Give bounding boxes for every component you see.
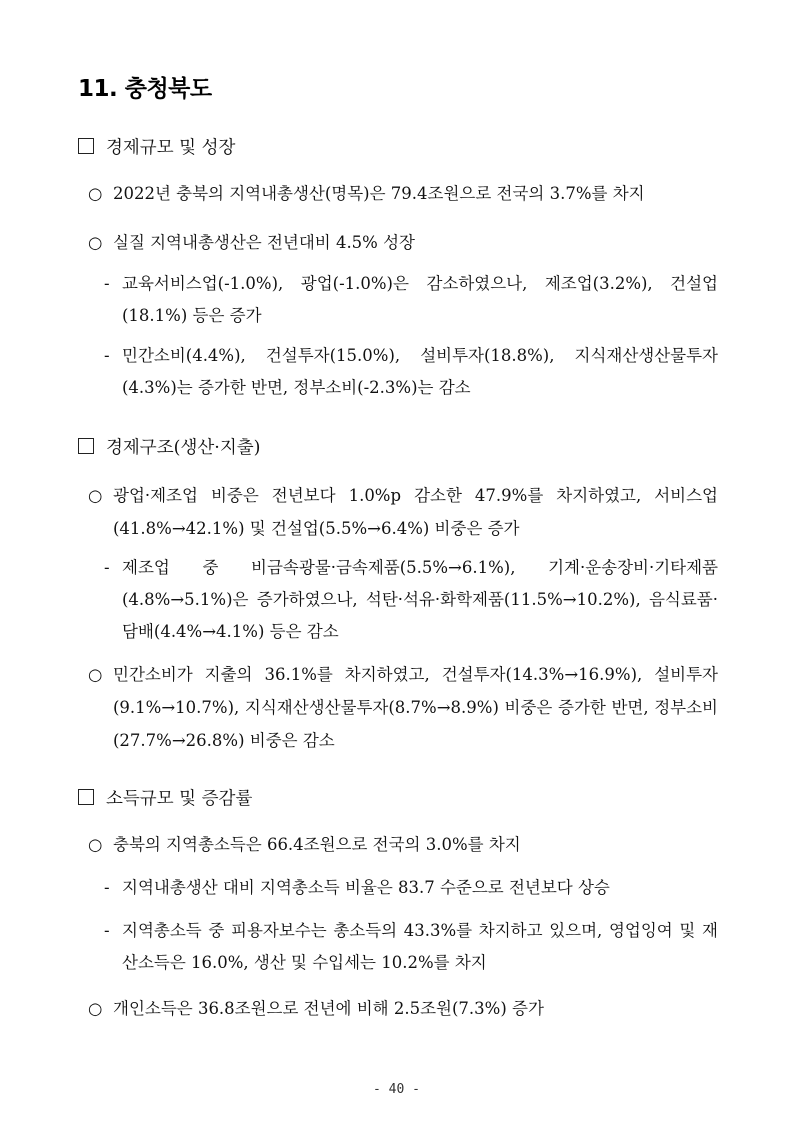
dash-bullet: - [104,921,110,940]
list-item: ○ 개인소득은 36.8조원으로 전년에 비해 2.5조원(7.3%) 증가 [88,992,718,1025]
dash-bullet: - [104,878,110,897]
dash-bullet: - [104,274,110,293]
section-heading-income-scale: 소득규모 및 증감률 [78,785,252,810]
page-number: - 40 - [373,1082,420,1097]
checkbox-square-icon [78,789,94,805]
list-item: ○ 광업·제조업 비중은 전년보다 1.0%p 감소한 47.9%를 차지하였고, 서비스업(41.8%→42.1%) 및 건설업(5.5%→6.4%) 비중은 증가 [88,479,718,545]
section-heading-economic-scale: 경제규모 및 성장 [78,134,235,159]
list-item: - 민간소비(4.4%), 건설투자(15.0%), 설비투자(18.8%), 지식재산생산물투자(4.3%)는 증가한 반면, 정부소비(-2.3%)는 감소 [104,340,718,404]
circle-bullet-icon: ○ [88,835,103,854]
section-heading-economic-structure: 경제구조(생산·지출) [78,434,260,459]
list-item: - 지역내총생산 대비 지역총소득 비율은 83.7 수준으로 전년보다 상승 [104,872,718,904]
circle-bullet-icon: ○ [88,999,103,1018]
list-item: - 지역총소득 중 피용자보수는 총소득의 43.3%를 차지하고 있으며, 영업잉여 및 재산소득은 16.0%, 생산 및 수입세는 10.2%를 차지 [104,915,718,979]
list-item: ○ 민간소비가 지출의 36.1%를 차지하였고, 건설투자(14.3%→16.9%), 설비투자(9.1%→10.7%), 지식재산생산물투자(8.7%→8.9%) 비중은 증가한 반면, 정부소비(27.7%→26.8%) 비중은 감소 [88,658,718,757]
checkbox-square-icon [78,438,94,454]
list-item: ○ 충북의 지역총소득은 66.4조원으로 전국의 3.0%를 차지 [88,828,718,861]
circle-bullet-icon: ○ [88,233,103,252]
circle-bullet-icon: ○ [88,486,103,505]
checkbox-square-icon [78,138,94,154]
list-item: - 제조업 중 비금속광물·금속제품(5.5%→6.1%), 기계·운송장비·기타제품(4.8%→5.1%)은 증가하였으나, 석탄·석유·화학제품(11.5%→10.2%), 음식료품·담배(4.4%→4.1%) 등은 감소 [104,552,718,648]
list-item: ○ 2022년 충북의 지역내총생산(명목)은 79.4조원으로 전국의 3.7%를 차지 [88,177,718,210]
page-title: 11. 충청북도 [78,76,212,102]
circle-bullet-icon: ○ [88,665,103,684]
list-item: - 교육서비스업(-1.0%), 광업(-1.0%)은 감소하였으나, 제조업(3.2%), 건설업(18.1%) 등은 증가 [104,268,718,332]
list-item: ○ 실질 지역내총생산은 전년대비 4.5% 성장 [88,226,718,259]
dash-bullet: - [104,346,110,365]
dash-bullet: - [104,558,110,577]
circle-bullet-icon: ○ [88,184,103,203]
